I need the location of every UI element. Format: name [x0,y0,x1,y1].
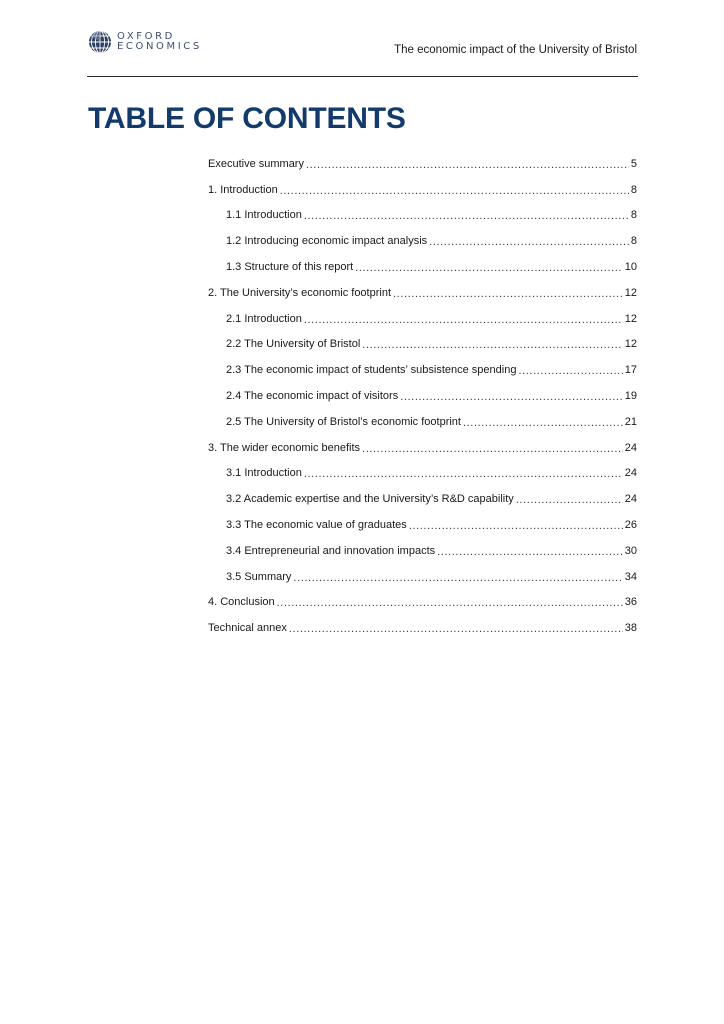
toc-page-number: 8 [630,235,637,248]
globe-icon [88,30,112,54]
page-title: TABLE OF CONTENTS [88,102,406,135]
toc-page-number: 36 [624,596,637,609]
toc-entry[interactable] [208,151,637,177]
toc-dot-leader [289,622,623,636]
toc-page-number: 26 [624,519,637,532]
toc-entry-label: Executive summary [208,157,304,170]
toc-dot-leader [409,519,623,533]
toc-dot-leader [355,261,623,275]
toc-entry-label: 2.5 The University of Bristol’s economic footprint [226,415,461,428]
toc-page-number: 12 [624,286,637,299]
toc-entry-label: 3.4 Entrepreneurial and innovation impacts [226,544,436,557]
toc-entry-label: 3.1 Introduction [226,467,302,480]
toc-dot-leader [293,571,622,585]
toc-entry-label: 3. The wider economic benefits [208,441,361,454]
toc-dot-leader [304,313,623,327]
toc-page-number: 8 [630,183,637,196]
toc-entry[interactable] [208,538,637,564]
toc-page-number: 19 [624,390,637,403]
toc-entry-label: 3.2 Academic expertise and the University’s R&D capability [226,493,514,506]
toc-dot-leader [280,184,629,198]
toc-entry-label: Technical annex [208,622,287,635]
toc-entry[interactable] [208,615,637,641]
toc-dot-leader [362,338,622,352]
toc-entry[interactable] [208,590,637,616]
toc-entry[interactable] [208,280,637,306]
toc-entry[interactable] [208,435,637,461]
toc-page-number: 38 [624,622,637,635]
toc-page-number: 17 [624,364,637,377]
toc-dot-leader [304,209,629,223]
toc-entry-label: 1.3 Structure of this report [226,261,354,274]
toc-entry-label: 4. Conclusion [208,596,275,609]
toc-entry[interactable] [208,228,637,254]
toc-page-number: 21 [624,415,637,428]
toc-page-number: 5 [630,157,637,170]
toc-dot-leader [277,596,623,610]
toc-entry-label: 1. Introduction [208,183,278,196]
toc-dot-leader [463,416,623,430]
document-title: The economic impact of the University of Bristol [394,44,637,56]
toc-page-number: 8 [630,209,637,222]
toc-dot-leader [437,545,623,559]
oxford-economics-logo [88,30,202,54]
toc-entry-label: 2.3 The economic impact of students’ subsistence spending [226,364,517,377]
toc-entry[interactable] [208,357,637,383]
toc-page-number: 24 [624,467,637,480]
toc-page-number: 30 [624,544,637,557]
toc-entry-label: 2.1 Introduction [226,312,302,325]
toc-dot-leader [516,493,623,507]
toc-page-number: 10 [624,261,637,274]
toc-entry-label: 3.5 Summary [226,570,292,583]
toc-entry-label: 1.2 Introducing economic impact analysis [226,235,428,248]
toc-page-number: 34 [624,570,637,583]
toc-entry[interactable] [208,409,637,435]
toc-page-number: 12 [624,338,637,351]
toc-entry-label: 2.2 The University of Bristol [226,338,361,351]
logo-line-oxford: OXFORD [117,31,175,42]
toc-entry[interactable] [208,564,637,590]
toc-entry[interactable] [208,177,637,203]
toc-entry-label: 3.3 The economic value of graduates [226,519,407,532]
toc-entry[interactable] [208,306,637,332]
logo-line-economics: ECONOMICS [117,41,202,52]
toc-dot-leader [429,235,629,249]
toc-entry-label: 2.4 The economic impact of visitors [226,390,399,403]
toc-page-number: 24 [624,493,637,506]
toc-dot-leader [393,287,623,301]
toc-entry[interactable] [208,486,637,512]
toc-entry[interactable] [208,512,637,538]
toc-entry[interactable] [208,461,637,487]
toc-entry-label: 2. The University’s economic footprint [208,286,392,299]
toc-dot-leader [362,442,623,456]
toc-page-number: 24 [624,441,637,454]
toc-dot-leader [306,158,629,172]
toc-page-number: 12 [624,312,637,325]
toc-entry[interactable] [208,332,637,358]
toc-dot-leader [304,467,623,481]
toc-dot-leader [400,390,623,404]
table-of-contents [208,151,637,641]
header-divider [87,76,638,77]
toc-entry-label: 1.1 Introduction [226,209,302,222]
toc-entry[interactable] [208,254,637,280]
toc-dot-leader [518,364,622,378]
toc-entry[interactable] [208,383,637,409]
toc-entry[interactable] [208,203,637,229]
